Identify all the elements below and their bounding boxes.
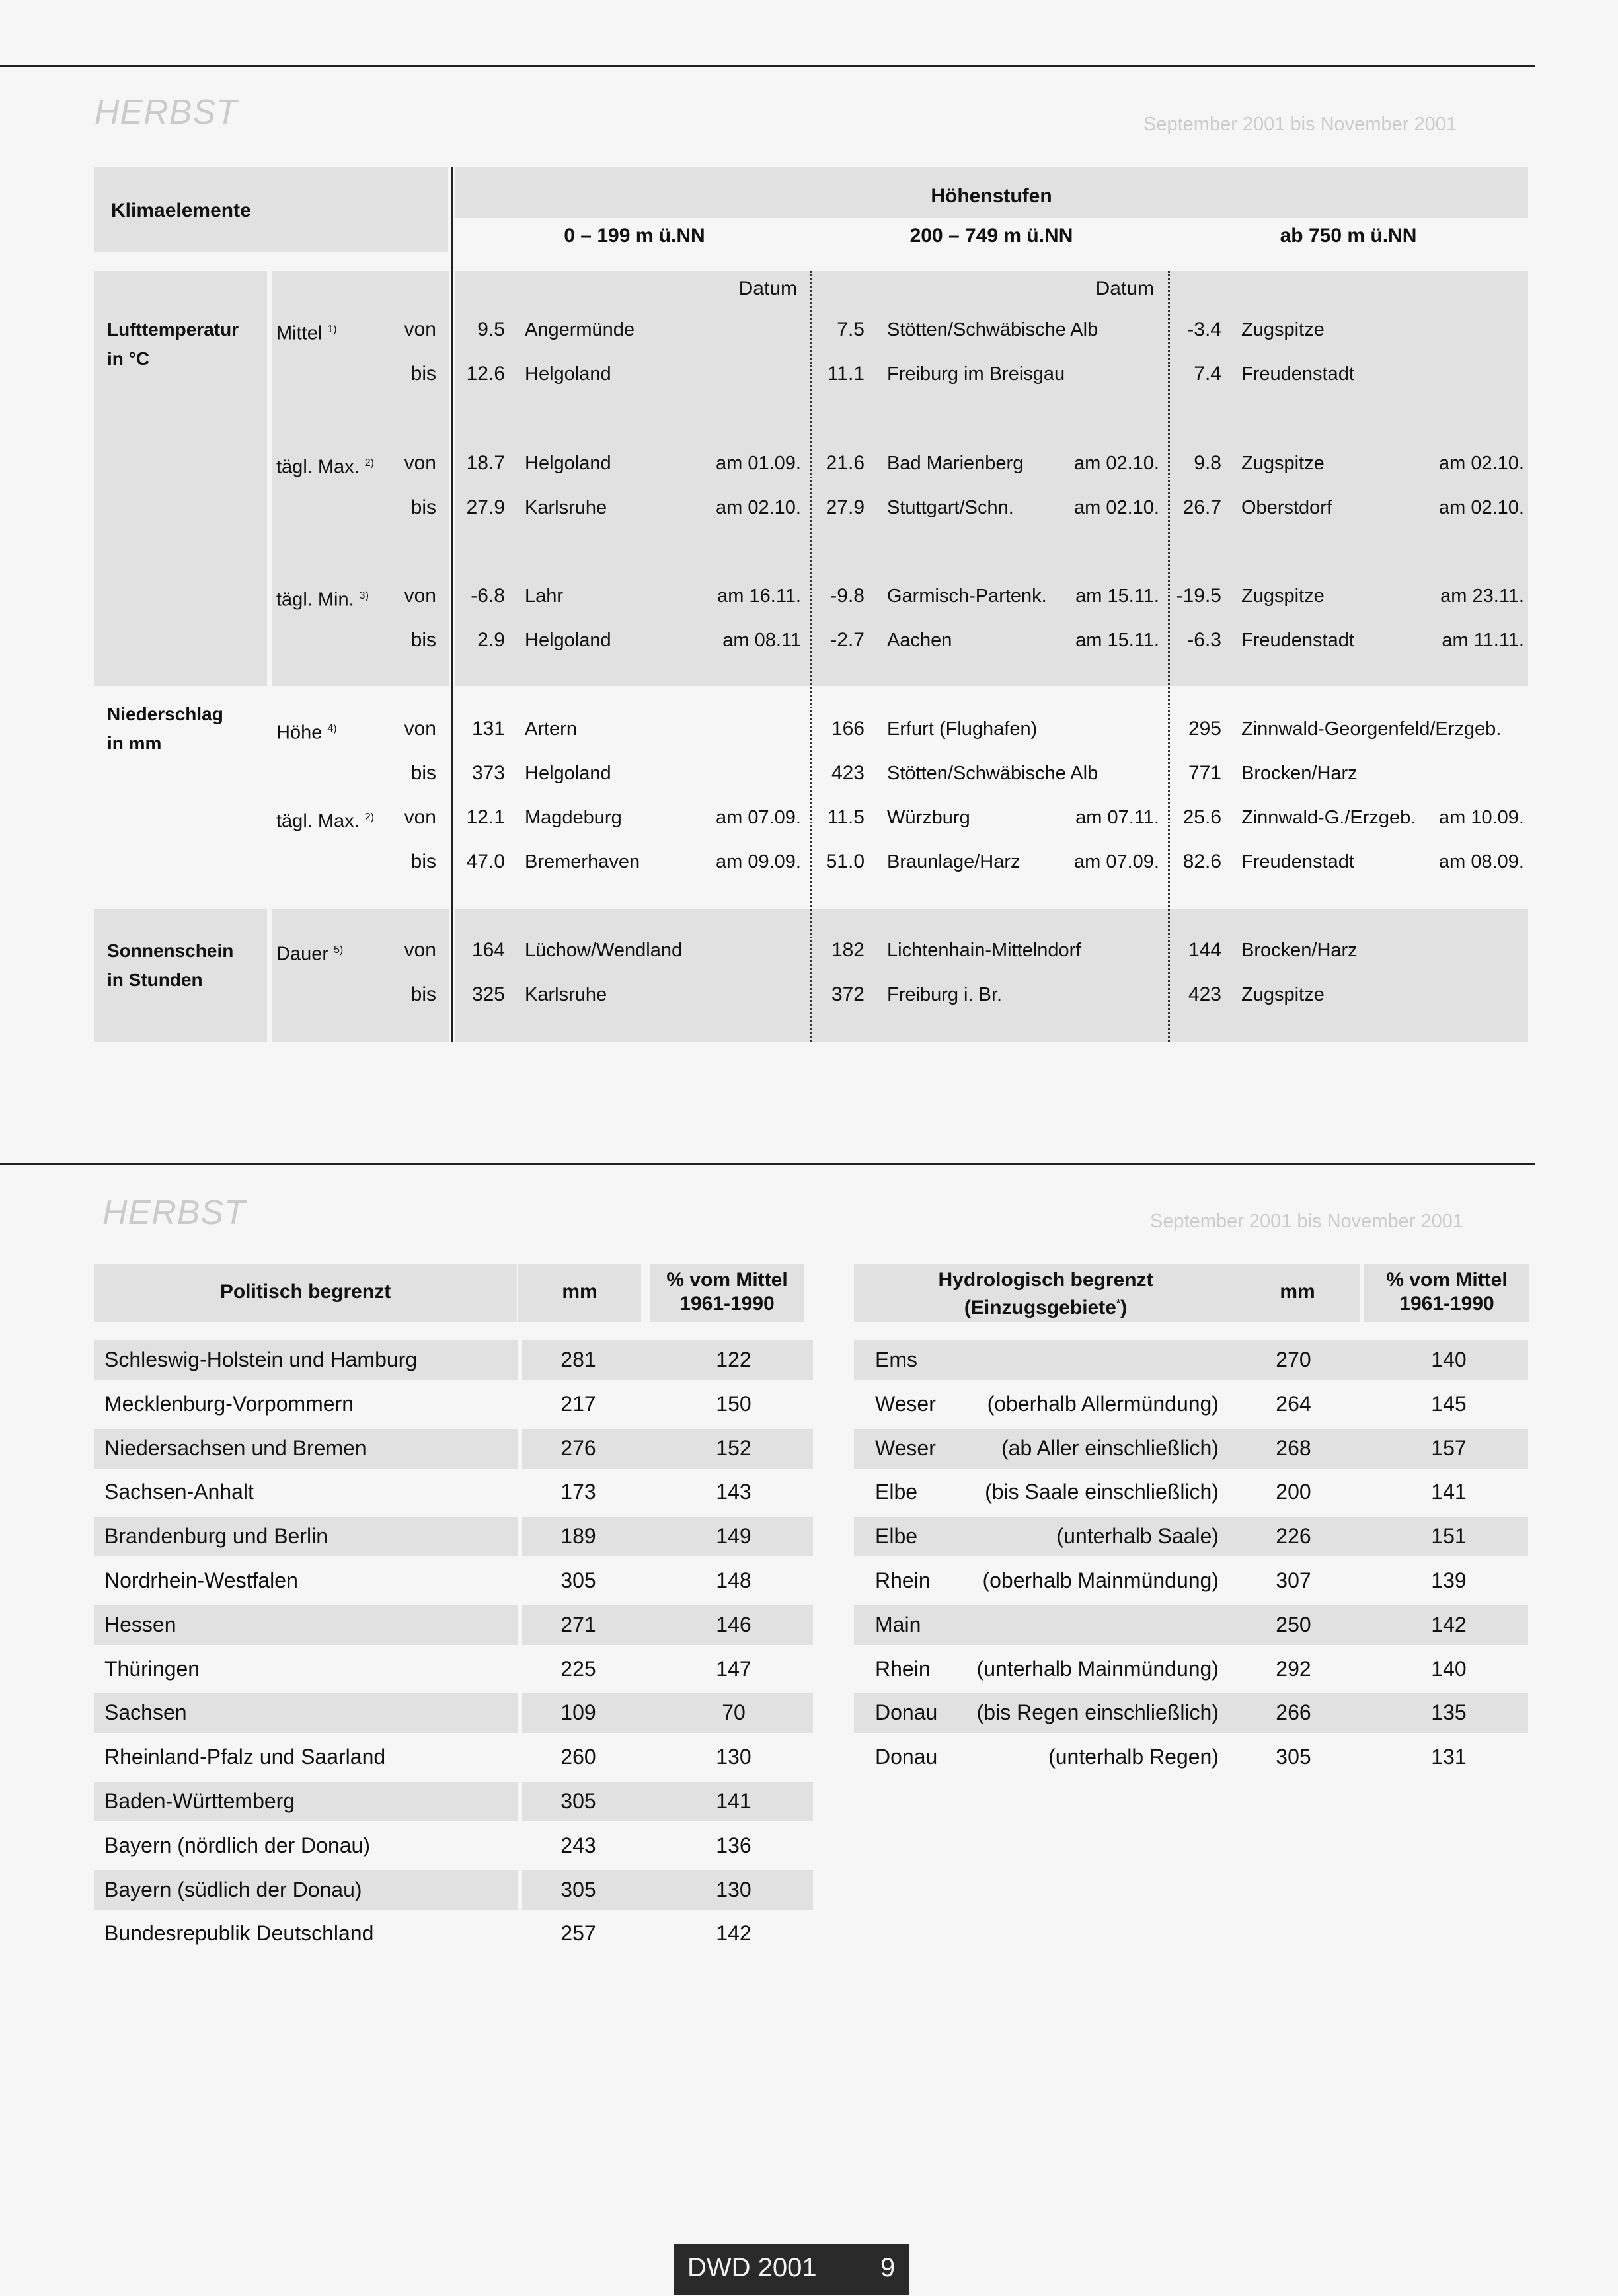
right-row-pct: 142 <box>1431 1613 1467 1636</box>
left-row-pct: 70 <box>722 1701 746 1724</box>
right-header-label-line2 <box>854 1293 1237 1319</box>
station-band1: Magdeburg <box>525 807 622 828</box>
value-band1: 325 <box>471 983 505 1005</box>
top-rule <box>0 65 1535 67</box>
row-param <box>276 939 343 966</box>
right-row-river: Weser <box>875 1436 936 1460</box>
value-band1: 164 <box>471 939 505 961</box>
station-band3: Brocken/Harz <box>1241 940 1358 961</box>
value-band2: 182 <box>831 939 865 961</box>
station-band1: Lüchow/Wendland <box>525 940 683 961</box>
left-row-name: Bayern (südlich der Donau) <box>104 1878 362 1901</box>
row-param-label: tägl. Min. <box>276 589 354 611</box>
right-row-river: Elbe <box>875 1480 918 1504</box>
header-hoehenstufen: Höhenstufen <box>931 185 1052 207</box>
element-sonnenschein-unit: in Stunden <box>107 970 203 990</box>
left-row-name: Thüringen <box>104 1657 200 1681</box>
left-row-pct: 147 <box>716 1657 751 1681</box>
left-row-pct: 130 <box>716 1878 751 1901</box>
column-divider-solid <box>451 167 453 1042</box>
left-row-pct: 143 <box>716 1480 751 1504</box>
row-von-bis: von <box>404 452 436 474</box>
right-row-pct: 141 <box>1431 1480 1467 1504</box>
right-row-pct: 140 <box>1431 1657 1467 1681</box>
band-200-749: 200 – 749 m ü.NN <box>909 225 1073 247</box>
station-band1: Bremerhaven <box>525 851 640 872</box>
station-band2: Aachen <box>887 630 952 651</box>
row-von-bis: bis <box>410 983 436 1005</box>
right-row-mm: 264 <box>1276 1392 1311 1416</box>
element-sonnenschein: Sonnenschein <box>107 940 234 961</box>
row-von-bis: bis <box>410 629 436 651</box>
right-row-river: Ems <box>875 1348 917 1371</box>
right-row-river: Donau <box>875 1745 938 1769</box>
row-footnote-mark: 2) <box>364 812 374 823</box>
right-row-river: Rhein <box>875 1568 931 1592</box>
right-row-pct: 131 <box>1431 1745 1467 1769</box>
value-band1: 12.6 <box>466 363 505 385</box>
right-header-label-close: ) <box>1120 1297 1128 1319</box>
left-row-pct: 142 <box>716 1921 751 1945</box>
row-von-bis: von <box>404 939 436 961</box>
station-band1: Angermünde <box>525 319 635 340</box>
value-band1: 9.5 <box>477 319 505 340</box>
date-band2: am 15.11. <box>1075 630 1159 651</box>
station-band2: Freiburg im Breisgau <box>887 364 1065 385</box>
value-band2: 21.6 <box>826 452 865 474</box>
value-band3: -3.4 <box>1187 319 1221 340</box>
middle-rule <box>0 1163 1535 1165</box>
value-band1: 47.0 <box>466 851 505 872</box>
date-band3: am 11.11. <box>1442 630 1524 651</box>
station-band2: Braunlage/Harz <box>887 851 1021 872</box>
row-param <box>276 452 374 478</box>
left-row-mm: 281 <box>560 1348 596 1371</box>
section1-period: September 2001 bis November 2001 <box>1143 114 1457 135</box>
row-von-bis: bis <box>410 496 436 518</box>
value-band3: 26.7 <box>1182 496 1221 518</box>
station-band3: Zugspitze <box>1241 984 1325 1005</box>
station-band2: Würzburg <box>887 807 970 828</box>
column-divider-dotted-1 <box>810 271 812 1042</box>
left-row-name: Sachsen-Anhalt <box>104 1480 254 1504</box>
station-band3: Brocken/Harz <box>1241 763 1358 784</box>
element-lufttemperatur: Lufttemperatur <box>107 319 239 340</box>
section2-title: HERBST <box>102 1194 246 1232</box>
left-row-mm: 109 <box>560 1701 596 1724</box>
right-row-mm: 226 <box>1276 1524 1311 1548</box>
value-band1: 18.7 <box>466 452 505 474</box>
left-row-name: Hessen <box>104 1613 176 1636</box>
datum-header-1: Datum <box>738 278 797 299</box>
right-row-pct: 157 <box>1431 1436 1467 1460</box>
right-row-mm: 266 <box>1276 1701 1311 1724</box>
left-header-label: Politisch begrenzt <box>219 1281 391 1303</box>
left-row-mm: 305 <box>560 1789 596 1813</box>
date-band3: am 02.10. <box>1439 497 1524 518</box>
value-band3: 82.6 <box>1182 851 1221 872</box>
station-band1: Karlsruhe <box>525 984 607 1005</box>
left-header-pct-line2: 1961-1990 <box>679 1293 775 1315</box>
value-band2: -9.8 <box>830 585 865 607</box>
row-param-label: Dauer <box>276 943 328 965</box>
sonne-data-bg <box>455 909 1528 1042</box>
sonne-param-bg <box>272 909 449 1042</box>
date-band3: am 23.11. <box>1440 586 1524 607</box>
station-band3: Zugspitze <box>1241 453 1325 474</box>
row-param-label: Höhe <box>276 722 323 744</box>
station-band3: Zugspitze <box>1241 586 1325 607</box>
row-von-bis: von <box>404 718 436 740</box>
date-band1: am 08.11 <box>722 630 801 651</box>
left-header-mm: mm <box>562 1281 597 1303</box>
row-footnote-mark: 5) <box>334 944 344 956</box>
station-band1: Helgoland <box>525 763 611 784</box>
value-band2: 423 <box>831 762 865 784</box>
date-band2: am 15.11. <box>1075 586 1159 607</box>
value-band2: 11.1 <box>827 363 865 385</box>
element-niederschlag-unit: in mm <box>107 733 162 753</box>
row-footnote-mark: 1) <box>327 324 337 335</box>
station-band3: Zinnwald-G./Erzgeb. <box>1241 807 1416 828</box>
value-band3: 295 <box>1188 718 1221 740</box>
left-row-pct: 130 <box>716 1745 751 1769</box>
row-von-bis: von <box>404 585 436 607</box>
right-header-label-line1: Hydrologisch begrenzt <box>938 1269 1153 1291</box>
column-divider-dotted-2 <box>1168 271 1170 1042</box>
left-row-pct: 152 <box>716 1436 751 1460</box>
right-row-note: (oberhalb Allermündung) <box>987 1392 1219 1416</box>
right-row-note: (bis Regen einschließlich) <box>976 1701 1219 1724</box>
date-band2: am 07.09. <box>1074 851 1159 872</box>
left-row-mm: 305 <box>560 1568 596 1592</box>
right-row-note: (ab Aller einschließlich) <box>1001 1436 1219 1460</box>
value-band2: 11.5 <box>827 806 865 828</box>
left-row-name: Nordrhein-Westfalen <box>104 1568 298 1592</box>
row-von-bis: bis <box>410 762 436 784</box>
row-param <box>276 319 337 345</box>
left-row-pct: 148 <box>716 1568 751 1592</box>
date-band2: am 02.10. <box>1074 453 1159 474</box>
station-band3: Oberstdorf <box>1241 497 1332 518</box>
value-band3: 423 <box>1188 983 1221 1005</box>
row-param <box>276 718 337 744</box>
element-niederschlag: Niederschlag <box>107 704 223 724</box>
right-header-label-text: (Einzugsgebiete <box>964 1297 1116 1319</box>
right-row-mm: 305 <box>1276 1745 1311 1769</box>
left-row-name: Niedersachsen und Bremen <box>104 1436 367 1460</box>
station-band2: Stuttgart/Schn. <box>887 497 1014 518</box>
value-band1: 131 <box>471 718 505 740</box>
date-band3: am 10.09. <box>1439 807 1524 828</box>
section1-title: HERBST <box>95 93 238 132</box>
left-row-pct: 136 <box>716 1833 751 1857</box>
value-band3: 771 <box>1188 762 1221 784</box>
right-row-pct: 145 <box>1431 1392 1467 1416</box>
station-band2: Bad Marienberg <box>887 453 1024 474</box>
left-row-pct: 149 <box>716 1524 751 1548</box>
right-row-river: Main <box>875 1613 921 1636</box>
datum-header-2: Datum <box>1095 278 1154 299</box>
left-row-mm: 305 <box>560 1878 596 1901</box>
left-row-name: Sachsen <box>104 1701 187 1724</box>
value-band2: 372 <box>831 983 865 1005</box>
station-band2: Erfurt (Flughafen) <box>887 718 1038 740</box>
right-row-note: (unterhalb Regen) <box>1048 1745 1219 1769</box>
station-band2: Freiburg i. Br. <box>887 984 1003 1005</box>
left-row-mm: 257 <box>560 1921 596 1945</box>
left-row-pct: 150 <box>716 1392 751 1416</box>
header-klimaelemente: Klimaelemente <box>111 200 251 221</box>
value-band2: 7.5 <box>837 319 865 340</box>
station-band1: Helgoland <box>525 630 611 651</box>
right-row-mm: 250 <box>1276 1613 1311 1636</box>
date-band3: am 08.09. <box>1439 851 1524 872</box>
left-row-pct: 122 <box>716 1348 751 1371</box>
date-band1: am 09.09. <box>716 851 801 872</box>
station-band3: Freudenstadt <box>1241 364 1354 385</box>
left-row-name: Schleswig-Holstein und Hamburg <box>104 1348 418 1371</box>
band-ab-750: ab 750 m ü.NN <box>1280 225 1417 247</box>
value-band1: 2.9 <box>477 629 505 651</box>
right-row-mm: 200 <box>1276 1480 1311 1504</box>
value-band3: -6.3 <box>1187 629 1221 651</box>
footer-label: DWD 2001 <box>687 2253 817 2282</box>
element-lufttemperatur-unit: in °C <box>107 348 150 369</box>
right-header-mm: mm <box>1280 1281 1315 1303</box>
footer-badge <box>674 2244 909 2295</box>
row-param-label: Mittel <box>276 323 323 344</box>
value-band1: 27.9 <box>466 496 505 518</box>
left-row-pct: 146 <box>716 1613 751 1636</box>
left-row-mm: 173 <box>560 1480 596 1504</box>
section2-period: September 2001 bis November 2001 <box>1150 1211 1463 1232</box>
value-band3: 144 <box>1188 939 1221 961</box>
band-0-199: 0 – 199 m ü.NN <box>564 225 705 247</box>
left-row-name: Baden-Württemberg <box>104 1789 295 1813</box>
right-row-pct: 151 <box>1431 1524 1467 1548</box>
right-row-river: Donau <box>875 1701 938 1724</box>
value-band2: 166 <box>831 718 865 740</box>
station-band2: Stötten/Schwäbische Alb <box>887 763 1098 784</box>
station-band3: Freudenstadt <box>1241 630 1354 651</box>
right-row-note: (oberhalb Mainmündung) <box>982 1568 1219 1592</box>
station-band3: Zinnwald-Georgenfeld/Erzgeb. <box>1241 718 1502 740</box>
station-band1: Helgoland <box>525 364 611 385</box>
row-von-bis: von <box>404 806 436 828</box>
left-row-mm: 243 <box>560 1833 596 1857</box>
value-band1: 12.1 <box>466 806 505 828</box>
station-band1: Helgoland <box>525 453 611 474</box>
value-band2: 27.9 <box>826 496 865 518</box>
station-band2: Stötten/Schwäbische Alb <box>887 319 1098 340</box>
station-band1: Artern <box>525 718 577 740</box>
right-row-note: (bis Saale einschließlich) <box>985 1480 1219 1504</box>
left-row-mm: 217 <box>560 1392 596 1416</box>
date-band2: am 02.10. <box>1074 497 1159 518</box>
station-band2: Lichtenhain-Mittelndorf <box>887 940 1081 961</box>
station-band3: Freudenstadt <box>1241 851 1354 872</box>
right-header-label-mark: * <box>1116 1298 1121 1309</box>
value-band1: 373 <box>471 762 505 784</box>
left-row-name: Bundesrepublik Deutschland <box>104 1921 374 1945</box>
row-von-bis: bis <box>410 851 436 872</box>
right-row-river: Elbe <box>875 1524 918 1548</box>
date-band1: am 16.11. <box>717 586 801 607</box>
right-row-river: Rhein <box>875 1657 931 1681</box>
right-row-mm: 268 <box>1276 1436 1311 1460</box>
value-band2: 51.0 <box>826 851 865 872</box>
right-row-note: (unterhalb Mainmündung) <box>976 1657 1219 1681</box>
row-footnote-mark: 2) <box>364 457 374 469</box>
value-band3: -19.5 <box>1176 585 1221 607</box>
value-band2: -2.7 <box>830 629 865 651</box>
right-row-note: (unterhalb Saale) <box>1056 1524 1219 1548</box>
station-band1: Lahr <box>525 586 564 607</box>
station-band2: Garmisch-Partenk. <box>887 586 1047 607</box>
right-row-mm: 270 <box>1276 1348 1311 1371</box>
row-param-label: tägl. Max. <box>276 456 360 478</box>
left-row-mm: 271 <box>560 1613 596 1636</box>
left-row-name: Rheinland-Pfalz und Saarland <box>104 1745 386 1769</box>
row-footnote-mark: 4) <box>327 723 337 734</box>
right-row-river: Weser <box>875 1392 936 1416</box>
row-footnote-mark: 3) <box>359 590 369 601</box>
right-row-pct: 135 <box>1431 1701 1467 1724</box>
left-row-mm: 260 <box>560 1745 596 1769</box>
station-band3: Zugspitze <box>1241 319 1325 340</box>
row-param <box>276 585 369 611</box>
row-param <box>276 806 374 833</box>
right-header-pct-line1: % vom Mittel <box>1386 1269 1508 1291</box>
value-band3: 7.4 <box>1194 363 1221 385</box>
row-von-bis: bis <box>410 363 436 385</box>
row-param-label: tägl. Max. <box>276 810 360 832</box>
footer-page: 9 <box>880 2253 896 2282</box>
left-row-pct: 141 <box>716 1789 751 1813</box>
left-row-mm: 276 <box>560 1436 596 1460</box>
left-row-mm: 189 <box>560 1524 596 1548</box>
right-header-pct-line2: 1961-1990 <box>1399 1293 1494 1315</box>
value-band3: 25.6 <box>1182 806 1221 828</box>
right-row-mm: 307 <box>1276 1568 1311 1592</box>
right-row-pct: 139 <box>1431 1568 1467 1592</box>
row-von-bis: von <box>404 319 436 340</box>
date-band1: am 02.10. <box>716 497 801 518</box>
left-header-pct-line1: % vom Mittel <box>666 1269 788 1291</box>
date-band1: am 07.09. <box>716 807 801 828</box>
right-row-mm: 292 <box>1276 1657 1311 1681</box>
date-band2: am 07.11. <box>1075 807 1159 828</box>
left-row-name: Brandenburg und Berlin <box>104 1524 328 1548</box>
station-band1: Karlsruhe <box>525 497 607 518</box>
left-row-name: Bayern (nördlich der Donau) <box>104 1833 370 1857</box>
value-band1: -6.8 <box>471 585 505 607</box>
date-band3: am 02.10. <box>1439 453 1524 474</box>
date-band1: am 01.09. <box>716 453 801 474</box>
left-row-name: Mecklenburg-Vorpommern <box>104 1392 354 1416</box>
value-band3: 9.8 <box>1194 452 1221 474</box>
right-row-pct: 140 <box>1431 1348 1467 1371</box>
left-row-mm: 225 <box>560 1657 596 1681</box>
